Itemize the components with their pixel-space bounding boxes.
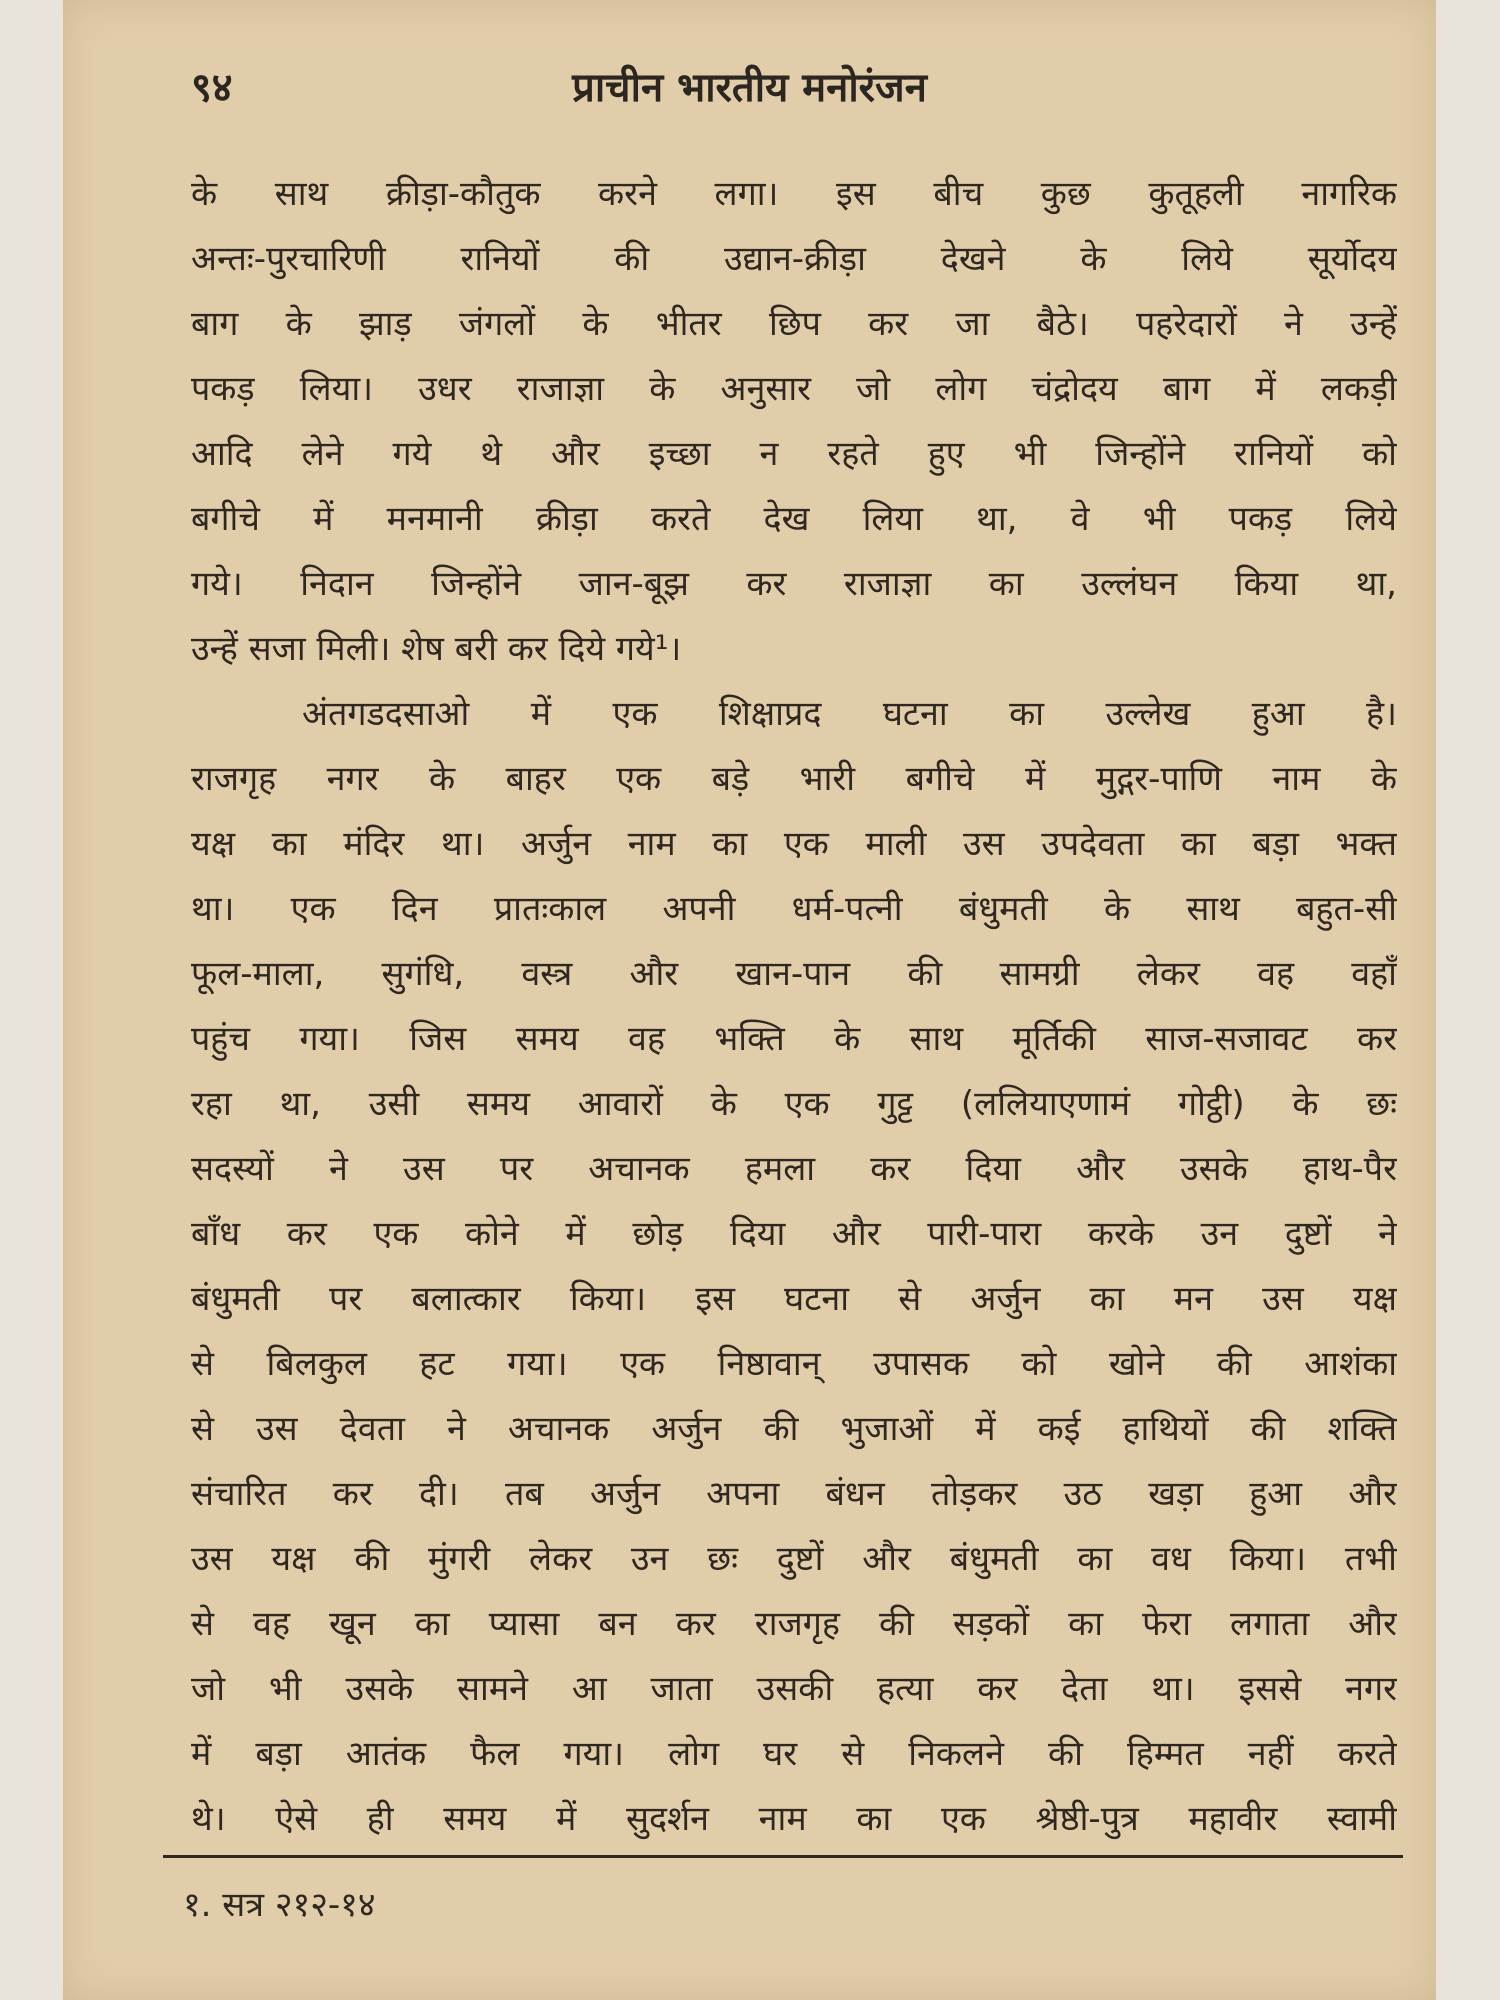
text-line: से बिलकुल हट गया। एक निष्ठावान् उपासक को खोने की आशंका	[191, 1344, 1397, 1384]
running-title: प्राचीन भारतीय मनोरंजन	[572, 65, 927, 111]
text-line: गये। निदान जिन्होंने जान-बूझ कर राजाज्ञा का उल्लंघन किया था,	[191, 564, 1397, 604]
footnote: १. सत्र २१२-१४	[183, 1885, 376, 1925]
text-line: से वह खून का प्यासा बन कर राजगृह की सड़कों का फेरा लगाता और	[191, 1604, 1397, 1644]
text-line: बगीचे में मनमानी क्रीड़ा करते देख लिया था, वे भी पकड़ लिये	[191, 499, 1397, 539]
text-line: यक्ष का मंदिर था। अर्जुन नाम का एक माली उस उपदेवता का बड़ा भक्त	[191, 824, 1397, 864]
text-line: के साथ क्रीड़ा-कौतुक करने लगा। इस बीच कुछ कुतूहली नागरिक	[191, 174, 1397, 214]
text-line: थे। ऐसे ही समय में सुदर्शन नाम का एक श्रेष्ठी-पुत्र महावीर स्वामी	[191, 1799, 1397, 1839]
text-line: बंधुमती पर बलात्कार किया। इस घटना से अर्जुन का मन उस यक्ष	[191, 1279, 1397, 1319]
text-line: आदि लेने गये थे और इच्छा न रहते हुए भी जिन्होंने रानियों को	[191, 434, 1397, 474]
text-line: उन्हें सजा मिली। शेष बरी कर दिये गये¹।	[191, 629, 682, 669]
text-line: जो भी उसके सामने आ जाता उसकी हत्या कर देता था। इससे नगर	[191, 1669, 1397, 1709]
text-line: रहा था, उसी समय आवारों के एक गुट्ट (ललियाएणामं गोट्ठी) के छः	[191, 1084, 1397, 1124]
text-line: पहुंच गया। जिस समय वह भक्ति के साथ मूर्तिकी साज-सजावट कर	[191, 1019, 1397, 1059]
page-header	[63, 58, 1436, 118]
text-line: अन्तः-पुरचारिणी रानियों की उद्यान-क्रीड़ा देखने के लिये सूर्योदय	[191, 239, 1397, 279]
text-line: बाँध कर एक कोने में छोड़ दिया और पारी-पारा करके उन दुष्टों ने	[191, 1214, 1397, 1254]
book-page	[63, 0, 1436, 2000]
text-line: फूल-माला, सुगंधि, वस्त्र और खान-पान की सामग्री लेकर वह वहाँ	[191, 954, 1397, 994]
text-line: उस यक्ष की मुंगरी लेकर उन छः दुष्टों और बंधुमती का वध किया। तभी	[191, 1539, 1397, 1579]
body-text	[191, 162, 1397, 1852]
text-line: सदस्यों ने उस पर अचानक हमला कर दिया और उसके हाथ-पैर	[191, 1149, 1397, 1189]
text-line: में बड़ा आतंक फैल गया। लोग घर से निकलने की हिम्मत नहीं करते	[191, 1734, 1397, 1774]
text-line: अंतगडदसाओ में एक शिक्षाप्रद घटना का उल्लेख हुआ है।	[302, 694, 1397, 734]
text-line: बाग के झाड़ जंगलों के भीतर छिप कर जा बैठे। पहरेदारों ने उन्हें	[191, 304, 1397, 344]
text-line: था। एक दिन प्रातःकाल अपनी धर्म-पत्नी बंधुमती के साथ बहुत-सी	[191, 889, 1397, 929]
text-line: से उस देवता ने अचानक अर्जुन की भुजाओं में कई हाथियों की शक्ति	[191, 1409, 1397, 1449]
text-line: राजगृह नगर के बाहर एक बड़े भारी बगीचे में मुद्गर-पाणि नाम के	[191, 759, 1397, 799]
page-number: ९४	[191, 65, 233, 111]
footnote-divider	[163, 1855, 1403, 1858]
text-line: संचारित कर दी। तब अर्जुन अपना बंधन तोड़कर उठ खड़ा हुआ और	[191, 1474, 1397, 1514]
text-line: पकड़ लिया। उधर राजाज्ञा के अनुसार जो लोग चंद्रोदय बाग में लकड़ी	[191, 369, 1397, 409]
